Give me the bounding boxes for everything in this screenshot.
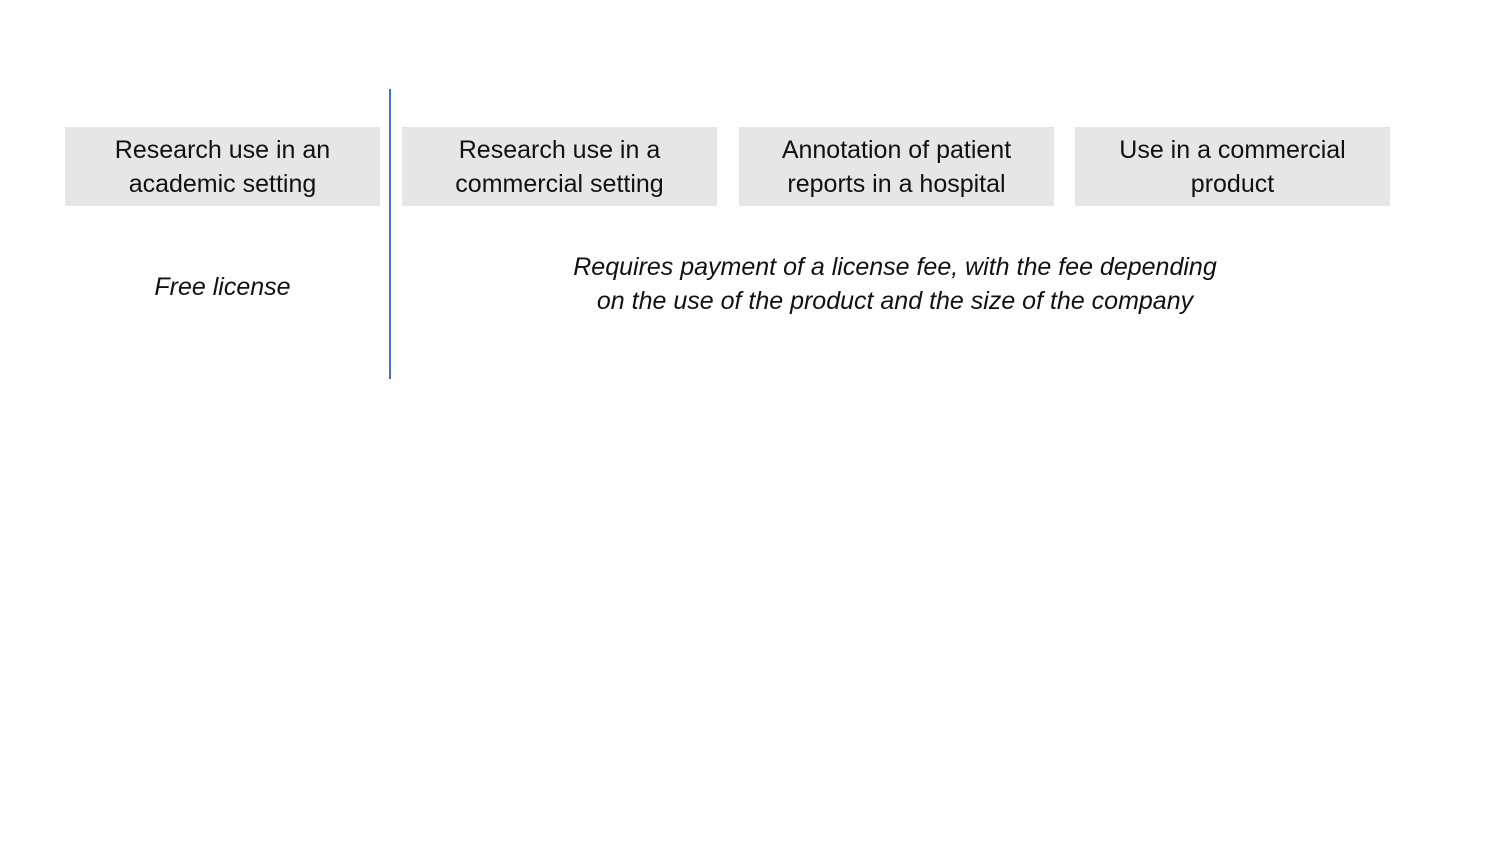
free-license-note: Free license — [154, 273, 291, 301]
category-hospital-annotation — [739, 127, 1054, 206]
vertical-divider — [389, 89, 391, 379]
category-label: Use in a commercial product — [1119, 135, 1346, 198]
category-commercial-research — [402, 127, 717, 206]
category-label: Research use in an academic setting — [114, 135, 331, 198]
category-commercial-product — [1075, 127, 1390, 206]
category-academic-research — [65, 127, 380, 206]
category-label: Research use in a commercial setting — [455, 135, 664, 198]
paid-license-note: Requires payment of a license fee, with the fee depending on the use of the product and the size of the company — [573, 253, 1217, 315]
category-label: Annotation of patient reports in a hospital — [781, 135, 1012, 198]
